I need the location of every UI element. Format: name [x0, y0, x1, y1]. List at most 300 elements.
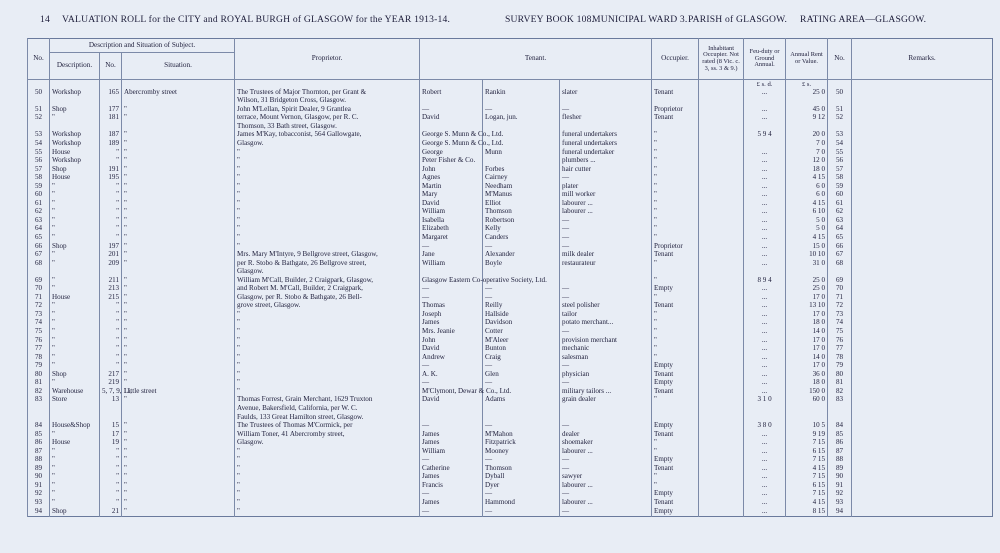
occupier-cell: " [652, 225, 699, 234]
row-number-cell: 84 [28, 422, 50, 431]
occupier-cell: Empty [652, 456, 699, 465]
tenant-surname-cell: M'Manus [483, 191, 560, 200]
description-cell: " [50, 354, 100, 363]
table-row [28, 448, 993, 457]
tenant-first-cell: Robert [420, 89, 483, 98]
row-number-right-cell: 75 [828, 328, 852, 337]
inhabitant-cell [699, 208, 744, 217]
tenant-first-cell: Thomas [420, 302, 483, 311]
parish: PARISH of GLASGOW. [688, 14, 788, 25]
row-number-right-cell: 64 [828, 225, 852, 234]
inhabitant-cell [699, 302, 744, 311]
tenant-surname-cell: Canders [483, 234, 560, 243]
row-number-right-cell: 86 [828, 439, 852, 448]
tenant-first-cell: William [420, 448, 483, 457]
street-number-cell: 195 [100, 174, 122, 183]
feu-duty-cell: ... [744, 439, 786, 448]
proprietor-cell: and Robert M. M'Call, Builder, 2 Craigpark, [235, 285, 420, 294]
row-number-cell: 59 [28, 183, 50, 192]
tenant-occupation-cell: — [560, 508, 652, 517]
tenant-occupation-cell: — [560, 234, 652, 243]
col-remarks: Remarks. [852, 39, 993, 80]
tenant-first-cell: A. K. [420, 371, 483, 380]
description-cell: Store [50, 396, 100, 405]
description-cell: " [50, 234, 100, 243]
remarks-cell [852, 414, 993, 423]
description-cell: House [50, 294, 100, 303]
description-cell: " [50, 473, 100, 482]
inhabitant-cell [699, 174, 744, 183]
occupier-cell: Empty [652, 379, 699, 388]
tenant-first-cell: Francis [420, 482, 483, 491]
row-number-cell: 91 [28, 482, 50, 491]
tenant-surname-cell: Bunton [483, 345, 560, 354]
occupier-cell: Tenant [652, 388, 699, 397]
feu-duty-cell: ... [744, 319, 786, 328]
tenant-surname-cell: M'Aleer [483, 337, 560, 346]
row-number-cell: 57 [28, 166, 50, 175]
row-number-right-cell: 91 [828, 482, 852, 491]
street-number-cell: " [100, 465, 122, 474]
occupier-cell: " [652, 319, 699, 328]
row-number-right-cell: 56 [828, 157, 852, 166]
row-number-right-cell: 94 [828, 508, 852, 517]
description-cell: " [50, 285, 100, 294]
inhabitant-cell [699, 260, 744, 269]
tenant-occupation-cell: shoemaker [560, 439, 652, 448]
proprietor-cell: " [235, 508, 420, 517]
table-row [28, 251, 993, 260]
description-cell: " [50, 191, 100, 200]
tenant-surname-cell: Forbes [483, 166, 560, 175]
tenant-occupation-cell [560, 414, 652, 423]
annual-rent-cell: 4 15 [786, 174, 828, 183]
tenant-occupation-cell: tailor [560, 311, 652, 320]
tenant-occupation-cell [560, 268, 652, 277]
tenant-occupation-cell [560, 97, 652, 106]
feu-duty-cell: ... [744, 448, 786, 457]
tenant-surname-cell: Elliot [483, 200, 560, 209]
row-number-right-cell: 93 [828, 499, 852, 508]
street-number-cell: " [100, 448, 122, 457]
annual-rent-cell: 5 0 [786, 217, 828, 226]
proprietor-cell: Thomson, 33 Bath street, Glasgow. [235, 123, 420, 132]
description-cell: " [50, 465, 100, 474]
table-row [28, 302, 993, 311]
tenant-occupation-cell: military tailors ... [560, 388, 652, 397]
occupier-cell: " [652, 191, 699, 200]
row-number-cell: 93 [28, 499, 50, 508]
tenant-surname-cell: Cotter [483, 328, 560, 337]
proprietor-cell: " [235, 337, 420, 346]
situation-cell: " [122, 337, 235, 346]
occupier-cell: " [652, 140, 699, 149]
tenant-occupation-cell: funeral undertaker [560, 149, 652, 158]
feu-duty-cell: ... [744, 354, 786, 363]
street-number-cell: 189 [100, 140, 122, 149]
row-number-cell: 79 [28, 362, 50, 371]
proprietor-cell: Glasgow. [235, 140, 420, 149]
row-number-right-cell: 68 [828, 260, 852, 269]
proprietor-cell: " [235, 208, 420, 217]
situation-cell: " [122, 456, 235, 465]
tenant-first-cell: Mary [420, 191, 483, 200]
situation-cell: " [122, 482, 235, 491]
col-description: Description. [50, 53, 100, 80]
tenant-first-cell: Mrs. Jeanie [420, 328, 483, 337]
tenant-first-cell: George S. Munn & Co., Ltd. [420, 131, 483, 140]
inhabitant-cell [699, 431, 744, 440]
annual-rent-cell: 7 0 [786, 140, 828, 149]
annual-rent-cell: 18 0 [786, 379, 828, 388]
remarks-cell [852, 371, 993, 380]
annual-rent-cell: 25 0 [786, 285, 828, 294]
proprietor-cell: Mrs. Mary M'Intyre, 9 Bellgrove street, Glasgow, [235, 251, 420, 260]
situation-cell: " [122, 131, 235, 140]
proprietor-cell: " [235, 225, 420, 234]
proprietor-cell: William Toner, 41 Abercromby street, [235, 431, 420, 440]
description-cell: " [50, 456, 100, 465]
proprietor-cell: terrace, Mount Vernon, Glasgow, per R. C. [235, 114, 420, 123]
tenant-surname-cell: — [483, 106, 560, 115]
tenant-first-cell: Glasgow Eastern Co-operative Society, Ltd. [420, 277, 483, 286]
proprietor-cell: John M'Lellan, Spirit Dealer, 9 Grantlea [235, 106, 420, 115]
row-number-cell: 78 [28, 354, 50, 363]
tenant-occupation-cell [560, 277, 652, 286]
tenant-surname-cell: Hammond [483, 499, 560, 508]
tenant-surname-cell: — [483, 490, 560, 499]
feu-duty-cell: 5 9 4 [744, 131, 786, 140]
situation-cell: " [122, 243, 235, 252]
street-number-cell: " [100, 234, 122, 243]
situation-cell: " [122, 294, 235, 303]
row-number-cell: 65 [28, 234, 50, 243]
tenant-occupation-cell: labourer ... [560, 499, 652, 508]
proprietor-cell: " [235, 191, 420, 200]
proprietor-cell: Glasgow. [235, 439, 420, 448]
proprietor-cell: James M'Kay, tobacconist, 564 Gallowgate, [235, 131, 420, 140]
inhabitant-cell [699, 354, 744, 363]
table-row [28, 97, 993, 106]
remarks-cell [852, 362, 993, 371]
tenant-surname-cell: Cairney [483, 174, 560, 183]
remarks-cell [852, 260, 993, 269]
tenant-surname-cell: Craig [483, 354, 560, 363]
annual-rent-cell: 150 0 [786, 388, 828, 397]
description-cell: House [50, 439, 100, 448]
tenant-occupation-cell: plater [560, 183, 652, 192]
occupier-cell: Tenant [652, 302, 699, 311]
col-feu-duty: Feu-duty or Ground Annual. [744, 39, 786, 80]
tenant-surname-cell: — [483, 243, 560, 252]
inhabitant-cell [699, 448, 744, 457]
row-number-cell: 89 [28, 465, 50, 474]
row-number-right-cell: 69 [828, 277, 852, 286]
tenant-first-cell: George [420, 149, 483, 158]
row-number-right-cell [828, 405, 852, 414]
feu-duty-cell: ... [744, 114, 786, 123]
table-row [28, 217, 993, 226]
annual-rent-cell: 17 0 [786, 337, 828, 346]
annual-rent-cell: 12 0 [786, 157, 828, 166]
tenant-surname-cell: Adams [483, 396, 560, 405]
tenant-surname-cell: Boyle [483, 260, 560, 269]
occupier-cell: Empty [652, 490, 699, 499]
street-number-cell: " [100, 362, 122, 371]
tenant-occupation-cell: — [560, 422, 652, 431]
feu-duty-cell: 8 9 4 [744, 277, 786, 286]
tenant-surname-cell: Reilly [483, 302, 560, 311]
occupier-cell: " [652, 260, 699, 269]
remarks-cell [852, 200, 993, 209]
table-row [28, 260, 993, 269]
proprietor-cell: " [235, 149, 420, 158]
rent-units: £ s. [786, 80, 828, 89]
tenant-surname-cell: Thomson [483, 208, 560, 217]
situation-cell [122, 414, 235, 423]
inhabitant-cell [699, 268, 744, 277]
feu-duty-cell: ... [744, 234, 786, 243]
row-number-cell: 53 [28, 131, 50, 140]
feu-duty-cell: ... [744, 166, 786, 175]
situation-cell: " [122, 166, 235, 175]
description-cell: " [50, 448, 100, 457]
tenant-occupation-cell: — [560, 465, 652, 474]
tenant-first-cell: — [420, 294, 483, 303]
proprietor-cell: " [235, 379, 420, 388]
tenant-first-cell: — [420, 285, 483, 294]
street-number-cell: " [100, 345, 122, 354]
col-situation: Situation. [122, 53, 235, 80]
table-row [28, 388, 993, 397]
situation-cell: " [122, 174, 235, 183]
annual-rent-cell: 17 0 [786, 362, 828, 371]
inhabitant-cell [699, 123, 744, 132]
table-row [28, 473, 993, 482]
proprietor-cell: " [235, 448, 420, 457]
situation-cell: " [122, 234, 235, 243]
inhabitant-cell [699, 243, 744, 252]
row-number-right-cell: 70 [828, 285, 852, 294]
street-number-cell: 5, 7, 9, 11, [100, 388, 122, 397]
description-cell [50, 405, 100, 414]
remarks-cell [852, 174, 993, 183]
tenant-surname-cell: Kelly [483, 225, 560, 234]
table-row [28, 499, 993, 508]
street-number-cell: " [100, 217, 122, 226]
table-row [28, 337, 993, 346]
inhabitant-cell [699, 337, 744, 346]
tenant-surname-cell: Thomson [483, 465, 560, 474]
description-cell: " [50, 345, 100, 354]
occupier-cell: " [652, 311, 699, 320]
rating-area: RATING AREA—GLASGOW. [800, 14, 927, 25]
tenant-first-cell: — [420, 490, 483, 499]
table-row [28, 328, 993, 337]
situation-cell: " [122, 499, 235, 508]
table-row [28, 166, 993, 175]
tenant-occupation-cell: — [560, 456, 652, 465]
remarks-cell [852, 465, 993, 474]
occupier-cell: " [652, 473, 699, 482]
row-number-cell: 71 [28, 294, 50, 303]
description-cell: Workshop [50, 140, 100, 149]
street-number-cell: 211 [100, 277, 122, 286]
tenant-occupation-cell: potato merchant... [560, 319, 652, 328]
table-row [28, 345, 993, 354]
occupier-cell: Tenant [652, 251, 699, 260]
street-number-cell: 17 [100, 431, 122, 440]
situation-cell: " [122, 379, 235, 388]
situation-cell [122, 97, 235, 106]
street-number-cell: " [100, 328, 122, 337]
row-number-right-cell: 79 [828, 362, 852, 371]
row-number-right-cell: 90 [828, 473, 852, 482]
remarks-cell [852, 508, 993, 517]
table-row [28, 508, 993, 517]
table-row [28, 465, 993, 474]
row-number-cell: 67 [28, 251, 50, 260]
tenant-occupation-cell: labourer ... [560, 200, 652, 209]
situation-cell: " [122, 260, 235, 269]
occupier-cell: Empty [652, 422, 699, 431]
occupier-cell [652, 123, 699, 132]
situation-cell: " [122, 114, 235, 123]
feu-duty-cell: ... [744, 89, 786, 98]
remarks-cell [852, 422, 993, 431]
annual-rent-cell: 8 15 [786, 508, 828, 517]
tenant-surname-cell: Davidson [483, 319, 560, 328]
inhabitant-cell [699, 294, 744, 303]
tenant-surname-cell: — [483, 294, 560, 303]
tenant-first-cell: — [420, 106, 483, 115]
occupier-cell: " [652, 482, 699, 491]
inhabitant-cell [699, 114, 744, 123]
situation-cell: " [122, 311, 235, 320]
row-number-cell: 50 [28, 89, 50, 98]
feu-duty-cell: ... [744, 183, 786, 192]
proprietor-cell: " [235, 217, 420, 226]
tenant-surname-cell: Fitzpatrick [483, 439, 560, 448]
inhabitant-cell [699, 379, 744, 388]
remarks-cell [852, 131, 993, 140]
remarks-cell [852, 337, 993, 346]
remarks-cell [852, 106, 993, 115]
occupier-cell: " [652, 217, 699, 226]
description-cell: Shop [50, 243, 100, 252]
tenant-first-cell: — [420, 508, 483, 517]
situation-cell: " [122, 183, 235, 192]
feu-duty-cell: ... [744, 499, 786, 508]
table-body [28, 80, 993, 517]
row-number-right-cell: 88 [828, 456, 852, 465]
tenant-surname-cell: Rankin [483, 89, 560, 98]
annual-rent-cell: 7 0 [786, 149, 828, 158]
proprietor-cell: " [235, 200, 420, 209]
annual-rent-cell: 10 10 [786, 251, 828, 260]
proprietor-cell: " [235, 311, 420, 320]
street-number-cell: " [100, 225, 122, 234]
tenant-surname-cell: Dyer [483, 482, 560, 491]
situation-cell: " [122, 208, 235, 217]
feu-duty-cell: ... [744, 200, 786, 209]
table-row [28, 140, 993, 149]
street-number-cell: " [100, 490, 122, 499]
table-row [28, 131, 993, 140]
annual-rent-cell: 18 0 [786, 166, 828, 175]
table-row [28, 225, 993, 234]
street-number-cell: 213 [100, 285, 122, 294]
tenant-surname-cell: Dyball [483, 473, 560, 482]
remarks-cell [852, 208, 993, 217]
description-cell: " [50, 362, 100, 371]
description-cell: House&Shop [50, 422, 100, 431]
situation-cell: " [122, 345, 235, 354]
annual-rent-cell: 6 15 [786, 482, 828, 491]
table-row [28, 234, 993, 243]
situation-cell: Abercromby street [122, 89, 235, 98]
col-description-group: Description and Situation of Subject. [50, 39, 235, 53]
situation-cell: " [122, 157, 235, 166]
inhabitant-cell [699, 166, 744, 175]
street-number-cell: 13 [100, 396, 122, 405]
table-row [28, 294, 993, 303]
tenant-occupation-cell: funeral undertakers [560, 131, 652, 140]
occupier-cell: " [652, 345, 699, 354]
proprietor-cell: " [235, 465, 420, 474]
occupier-cell: " [652, 234, 699, 243]
row-number-cell: 76 [28, 337, 50, 346]
feu-duty-cell: ... [744, 388, 786, 397]
situation-cell: " [122, 277, 235, 286]
description-cell: " [50, 208, 100, 217]
annual-rent-cell: 17 0 [786, 294, 828, 303]
remarks-cell [852, 439, 993, 448]
occupier-cell: Proprietor [652, 243, 699, 252]
table-row [28, 371, 993, 380]
occupier-cell: Empty [652, 285, 699, 294]
annual-rent-cell: 10 5 [786, 422, 828, 431]
situation-cell [122, 123, 235, 132]
inhabitant-cell [699, 405, 744, 414]
remarks-cell [852, 183, 993, 192]
remarks-cell [852, 157, 993, 166]
feu-duty-cell: ... [744, 149, 786, 158]
description-cell [50, 268, 100, 277]
tenant-occupation-cell: mill worker [560, 191, 652, 200]
row-number-right-cell: 73 [828, 311, 852, 320]
proprietor-cell: William M'Call, Builder, 2 Craigpark, Glasgow, [235, 277, 420, 286]
remarks-cell [852, 234, 993, 243]
description-cell: " [50, 260, 100, 269]
annual-rent-cell: 4 15 [786, 200, 828, 209]
situation-cell: " [122, 302, 235, 311]
street-number-cell: 217 [100, 371, 122, 380]
proprietor-cell: " [235, 243, 420, 252]
inhabitant-cell [699, 97, 744, 106]
tenant-occupation-cell: funeral undertakers [560, 140, 652, 149]
col-no-right: No. [828, 39, 852, 80]
feu-duty-cell: ... [744, 371, 786, 380]
tenant-surname-cell: Munn [483, 149, 560, 158]
tenant-occupation-cell: — [560, 328, 652, 337]
feu-duty-cell: ... [744, 362, 786, 371]
annual-rent-cell: 36 0 [786, 371, 828, 380]
proprietor-cell: " [235, 234, 420, 243]
situation-cell: " [122, 285, 235, 294]
proprietor-cell: Thomas Forrest, Grain Merchant, 1629 Truxton [235, 396, 420, 405]
proprietor-cell: Glasgow, per R. Stobo & Bathgate, 26 Bell- [235, 294, 420, 303]
